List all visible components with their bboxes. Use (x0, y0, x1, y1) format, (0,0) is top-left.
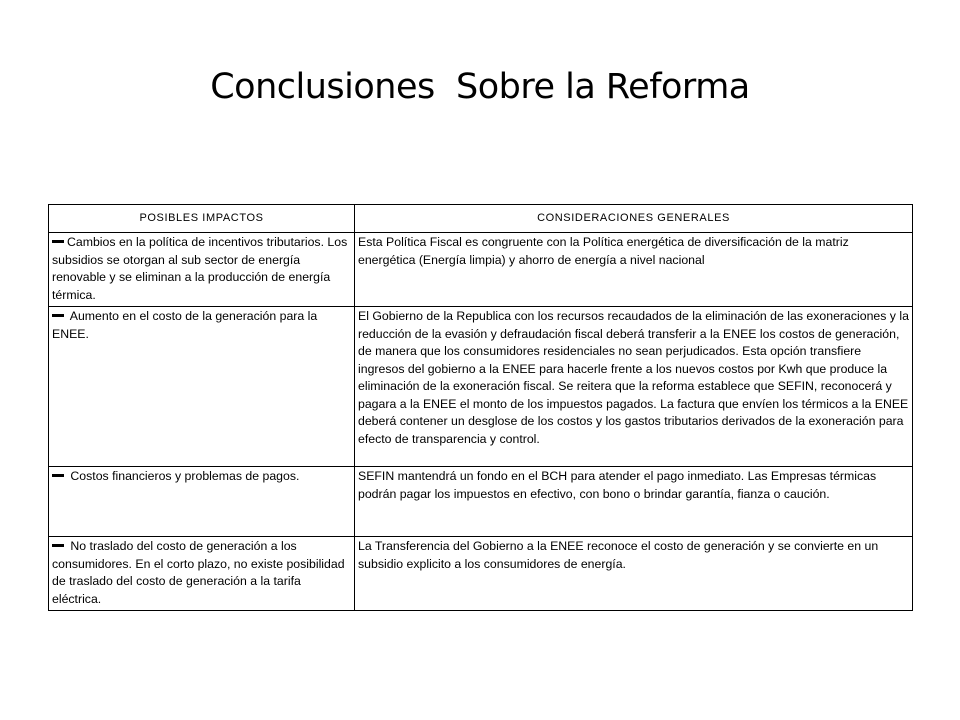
consideration-cell: La Transferencia del Gobierno a la ENEE reconoce el costo de generación y se convierte en un subsidio explicito a los consumidores de energía. (355, 537, 913, 611)
dash-bullet-icon (52, 314, 64, 317)
table-row (49, 307, 913, 467)
consideration-cell: Esta Política Fiscal es congruente con la Política energética de diversificación de la matriz energética (Energía limpia) y ahorro de energía a nivel nacional (355, 233, 913, 307)
consideration-cell: SEFIN mantendrá un fondo en el BCH para atender el pago inmediato. Las Empresas térmicas podrán pagar los impuestos en efectivo, con bono o brindar garantía, fianza o caución. (355, 467, 913, 537)
dash-bullet-icon (52, 240, 64, 243)
impact-cell (49, 537, 355, 611)
slide-title: Conclusiones Sobre la Reforma (210, 67, 750, 107)
conclusions-table (48, 204, 913, 611)
table-header-row (49, 205, 913, 233)
header-posibles-impactos: POSIBLES IMPACTOS (49, 205, 355, 233)
impact-text: Cambios en la política de incentivos tributarios. Los subsidios se otorgan al sub sector de energía renovable y se eliminan a la producción de energía térmica. (52, 235, 348, 302)
table-row (49, 467, 913, 537)
impact-text: Aumento en el costo de la generación para la ENEE. (52, 309, 318, 341)
impact-text: Costos financieros y problemas de pagos. (67, 469, 300, 483)
table-row (49, 537, 913, 611)
consideration-cell: El Gobierno de la Republica con los recursos recaudados de la eliminación de las exoneraciones y la reducción de la evasión y defraudación fiscal deberá transferir a la ENEE los costos de generación, de manera que los consumidores residenciales no sean perjudicados. Esta opción transfiere ingresos del gobierno a la ENEE para hacerle frente a los nuevos costos por Kwh que produce la eliminación de la exoneración fiscal. Se reitera que la reforma establece que SEFIN, reconocerá y pagara a la ENEE el monto de los impuestos pagados. La factura que envíen los térmicos a la ENEE deberá contener un desglose de los costos y los gastos tributarios derivados de la exoneración para efecto de transparencia y control. (355, 307, 913, 467)
table-row (49, 233, 913, 307)
impact-cell (49, 307, 355, 467)
dash-bullet-icon (52, 544, 64, 547)
impact-text: No traslado del costo de generación a los consumidores. En el corto plazo, no existe posibilidad de traslado del costo de generación a la tarifa eléctrica. (52, 539, 345, 606)
dash-bullet-icon (52, 474, 64, 477)
impact-cell (49, 467, 355, 537)
impact-cell (49, 233, 355, 307)
header-consideraciones-generales: CONSIDERACIONES GENERALES (355, 205, 913, 233)
